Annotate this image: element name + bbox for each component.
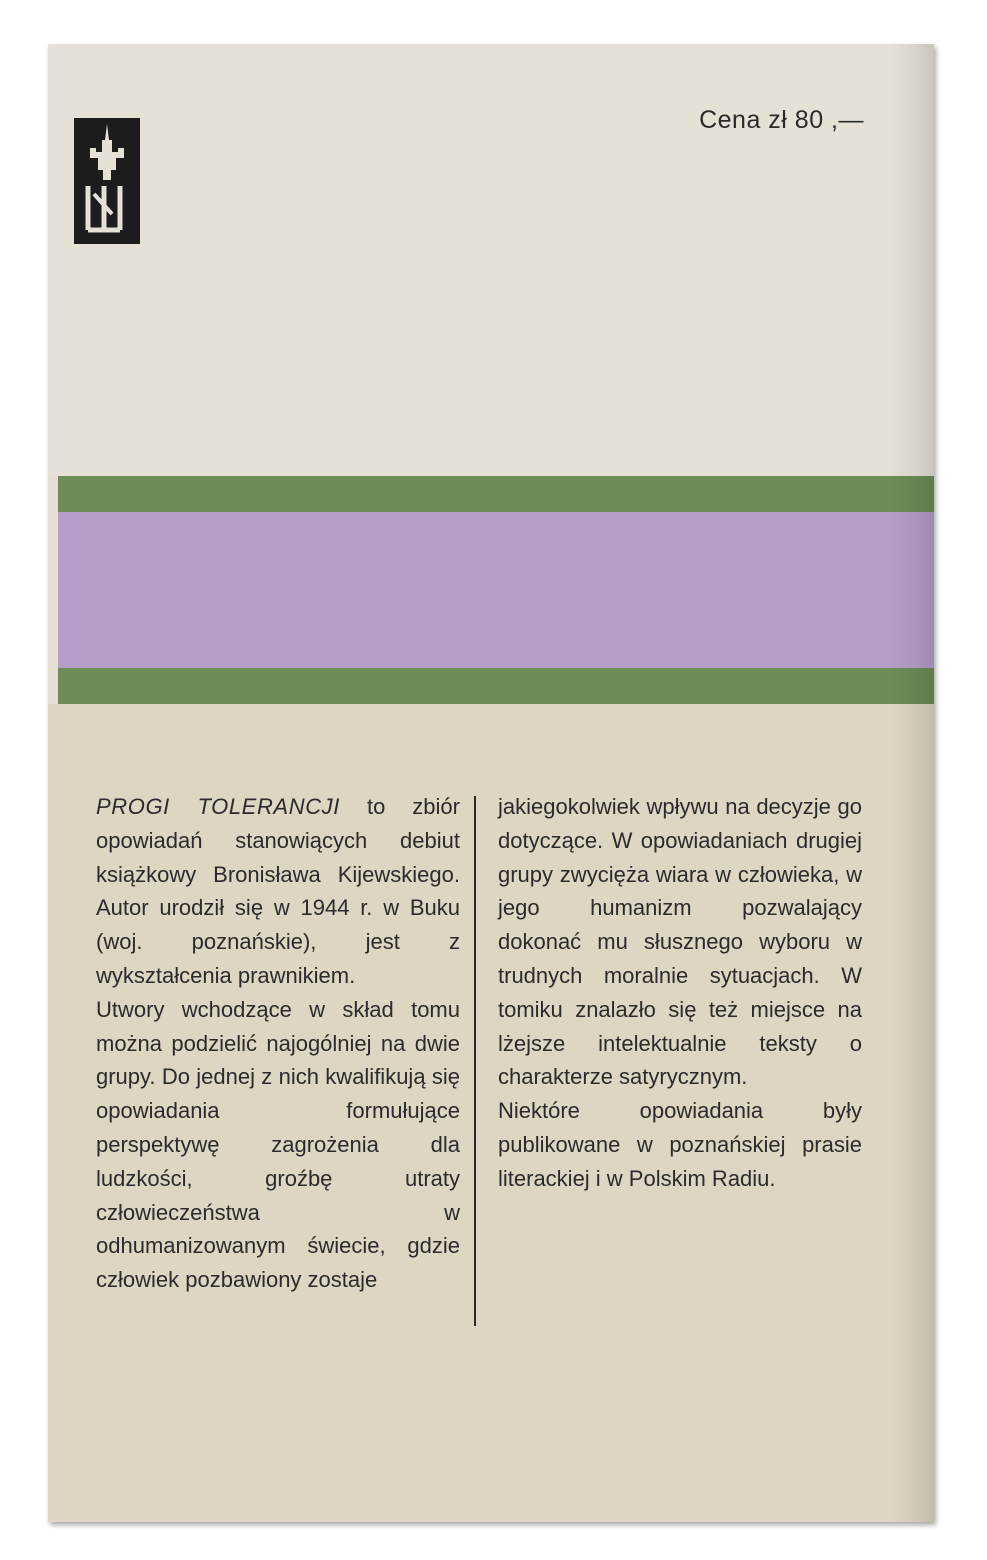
book-title: PROGI TOLERANCJI xyxy=(96,794,340,819)
wl-publisher-logo-icon xyxy=(74,118,140,244)
violet-band xyxy=(58,512,934,668)
book-back-cover xyxy=(48,44,934,1522)
blurb-paragraph: Niektóre opowiadania były publikowane w poznańskiej prasie literackiej i w Polskim Radiu. xyxy=(498,1098,862,1191)
blurb-left-column xyxy=(96,790,460,1297)
blurb-paragraph: jakiegokolwiek wpływu na decyzje go dotyczące. W opowiadaniach drugiej grupy zwycięża wiara w człowieka, w jego humanizm pozwalający dokonać mu słusznego wyboru w trudnych moralnie sytuacjach. W tomiku znalazło się też miejsce na lżejsze intelektualnie teksty o charakterze satyrycznym. xyxy=(498,794,862,1090)
blurb-paragraph: Utwory wchodzące w skład tomu można podzielić najogólniej na dwie grupy. Do jednej z nich kwalifikują się opowiadania formułujące perspektywę zagrożenia dla ludzkości, groźbę utraty człowieczeństwa w odhumanizowanym świecie, gdzie człowiek pozbawiony zostaje xyxy=(96,996,460,1293)
price-label: Cena zł 80 ,— xyxy=(699,106,864,134)
blurb-paragraph xyxy=(96,790,460,993)
column-divider xyxy=(474,796,476,1326)
green-band-top xyxy=(58,476,934,512)
blurb-right-column xyxy=(498,790,862,1196)
green-band-bottom xyxy=(58,668,934,704)
blurb-text: to zbiór opowiadań stanowiących debiut książkowy Bronisława Kijewskiego. Autor urodził się w 1944 r. w Buku (woj. poznańskie), jest z wykształcenia prawnikiem. xyxy=(96,794,460,988)
